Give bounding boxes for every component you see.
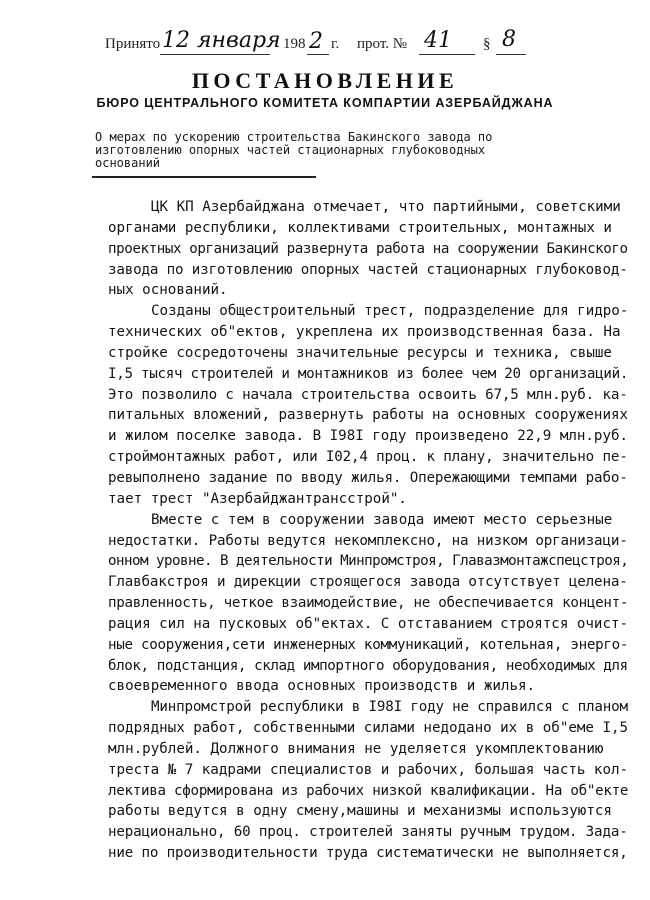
protocol-number: 41: [424, 28, 452, 53]
subject-line: оснований: [95, 156, 161, 170]
accepted-date: 12 января: [162, 28, 281, 53]
acceptance-header: [0, 27, 650, 60]
resolution-body: [108, 197, 628, 864]
accepted-label: Принято: [105, 36, 161, 52]
body-line: стройке сосредоточены значительные ресурсы и техника, свыше: [108, 344, 612, 361]
body-line: технических об"ектов, укреплена их производственная база. На: [108, 324, 621, 341]
body-line: онном уровне. В деятельности Минпромстроя, Главазмонтажспецстроя,: [108, 553, 629, 570]
section-label: §: [483, 36, 491, 52]
body-line: строймонтажных работ, или I02,4 проц. к плану, значительно пе-: [108, 449, 628, 466]
subject-line: О мерах по ускорению строительства Бакинского завода по: [95, 130, 493, 144]
resolution-subject: [95, 131, 615, 170]
body-line: завода по изготовлению опорных частей стационарных глубоковод-: [108, 261, 628, 278]
year-prefix: 198: [283, 36, 306, 52]
body-line: I,5 тысяч строителей и монтажников из более чем 20 организаций.: [108, 365, 629, 382]
document-subtitle: БЮРО ЦЕНТРАЛЬНОГО КОМИТЕТА КОМПАРТИИ АЗЕРБАЙДЖАНА: [96, 96, 554, 110]
body-line: тает трест "Азербайджантрансстрой".: [108, 490, 407, 507]
body-line: млн.рублей. Должного внимания не уделяется укомплектованию: [108, 740, 604, 757]
body-line: подрядных работ, собственными силами недодано их в об"еме I,5: [108, 720, 629, 737]
body-line: Главбакстроя и дирекции строящегося завода отсутствует целена-: [108, 574, 628, 591]
body-line: Вместе с тем в сооружении завода имеют место серьезные: [151, 511, 613, 528]
body-line: работы ведутся в одну смену,машины и механизмы используются: [108, 803, 612, 820]
body-line: и жилом поселке завода. В I98I году произведено 22,9 млн.руб.: [108, 428, 629, 445]
protocol-label: прот. №: [357, 36, 408, 52]
year-label: г.: [331, 36, 340, 52]
year-suffix: 2: [309, 29, 323, 54]
body-line: Это позволило с начала строительства освоить 67,5 млн.руб. ка-: [108, 386, 628, 403]
body-line: Созданы общестроительный трест, подразделение для гидро-: [151, 303, 629, 320]
body-line: питальных вложений, развернуть работы на основных сооружениях: [108, 407, 629, 424]
body-line: проектных организаций развернута работа на сооружении Бакинского: [108, 240, 628, 257]
body-line: лектива сформирована из рабочих низкой квалификации. На об"екте: [108, 782, 629, 799]
body-line: нерационально, 60 проц. строителей заняты ручным трудом. Зада-: [108, 824, 628, 841]
subject-line: изготовлению опорных частей стационарных глубоководных: [95, 143, 486, 157]
body-line: ных оснований.: [108, 282, 228, 299]
body-line: ревыполнено задание по вводу жилья. Опережающими темпами рабо-: [108, 469, 628, 486]
body-line: ние по производительности труда систематически не выполняется,: [108, 845, 628, 862]
section-number: 8: [502, 27, 516, 52]
body-line: своевременного ввода основных производств и жилья.: [108, 678, 536, 695]
body-line: ные сооружения,сети инженерных коммуникаций, котельная, энерго-: [108, 636, 629, 653]
body-line: Минпромстрой республики в I98I году не справился с планом: [151, 699, 628, 716]
body-line: рация сил на пусковых об"ектах. С отставанием строятся очист-: [108, 615, 629, 632]
body-line: органами республики, коллективами строительных, монтажных и: [108, 219, 612, 236]
body-line: ЦК КП Азербайджана отмечает, что партийными, советскими: [151, 199, 621, 215]
body-line: треста № 7 кадрами специалистов и рабочих, большая часть кол-: [108, 761, 629, 778]
body-line: правленность, четкое взаимодействие, не обеспечивается концент-: [108, 595, 629, 612]
subject-underline: [92, 176, 316, 178]
body-line: недостатки. Работы ведутся некомплексно, на низком организаци-: [108, 532, 628, 549]
body-line: блок, подстанция, склад импортного оборудования, необходимых для: [108, 657, 628, 674]
document-title: ПОСТАНОВЛЕНИЕ: [191, 68, 459, 93]
